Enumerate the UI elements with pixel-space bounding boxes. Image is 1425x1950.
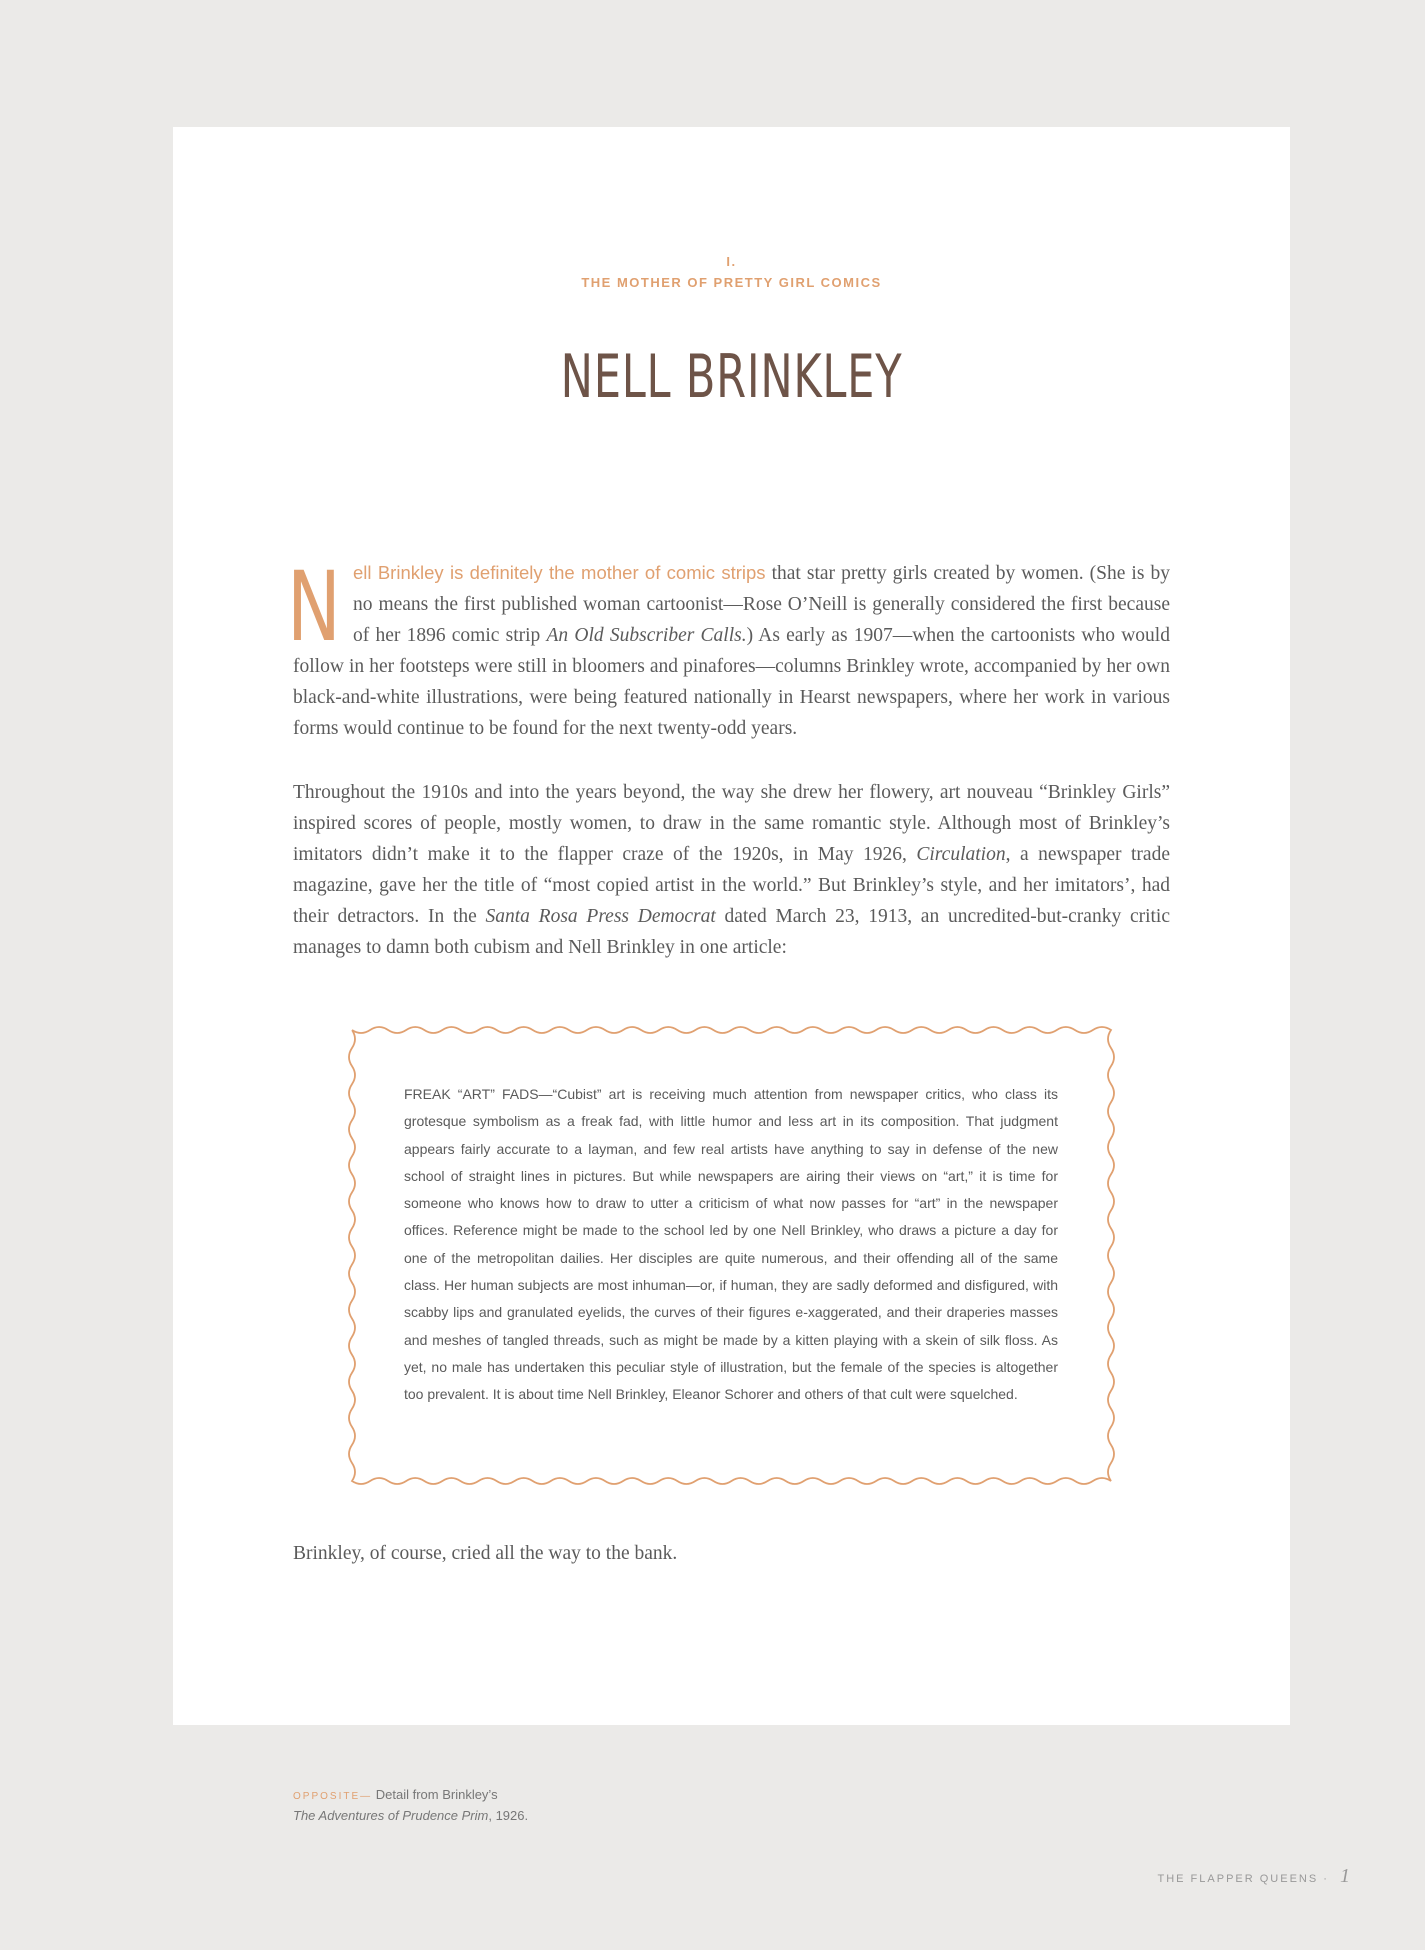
block-quote: FREAK “ART” FADS—“Cubist” art is receiving much attention from newspaper critics, who class its grotesque symbolism as a freak fad, with little humor and less art in its composition. That judgment appears fairly accurate to a layman, and few real artists have anything to say in defense of the new school of straight lines in pictures. But while newspapers are airing their views on “art,” it is time for someone who knows how to draw to utter a criticism of what now passes for “art” in the newspaper offices. Reference might be made to the school led by one Nell Brinkley, who draws a picture a day for one of the metropolitan dailies. Her disciples are quite numerous, and their offending all of the same class. Her human subjects are most inhuman—or, if human, they are sadly deformed and disfigured, with scabby lips and granulated eyelids, the curves of their figures e-xaggerated, and their draperies masses and meshes of tangled threads, such as might be made by a kitten playing with a skein of silk floss. As yet, no male has undertaken this peculiar style of illustration, but the female of the species is altogether too prevalent. It is about time Nell Brinkley, Eleanor Schorer and others of that cult were squelched. [404, 1086, 1058, 1403]
newspaper-title: Santa Rosa Press Democrat [485, 906, 716, 927]
page-sheet [173, 127, 1290, 1725]
caption-work-title: The Adventures of Prudence Prim [293, 1808, 489, 1823]
paragraph-text: Throughout the 1910s and into the years beyond, the way she drew her flowery, art nouveau “Brinkley Girls” inspired scores of people, mostly women, to draw in the same romantic style. Although most of Brinkley’s imitators didn’t make it to the flapper craze of the 1920s, in May 1926, [293, 782, 1170, 865]
paragraph-text: that star pretty girls created by women. (She is by no means the first published woman cartoonist—Rose O’Neill is generally considered the first because of her 1896 comic strip [353, 563, 1170, 646]
caption-year: , 1926. [488, 1808, 529, 1823]
page-title: NELL BRINKLEY [560, 342, 903, 412]
paragraph-intro [287, 551, 1170, 744]
paragraph-text: dated March 23, 1913, an uncredited-but-cranky critic manages to damn both cubism and Nell Brinkley in one article: [293, 906, 1170, 958]
caption-text: Detail from Brinkley’s [372, 1787, 498, 1802]
paragraph-text: ) As early as 1907—when the cartoonists who would follow in her footsteps were still in bloomers and pinafores—columns Brinkley wrote, accompanied by her own black-and-white illustrations, were being featured nationally in Hearst newspapers, where her work in various forms would continue to be found for the next twenty-odd years. [293, 625, 1170, 739]
comic-title: An Old Subscriber Calls. [546, 625, 747, 646]
paragraph-text: , a newspaper trade magazine, gave her the title of “most copied artist in the world.” But Brinkley’s style, and her imitators’, had their detractors. In the [293, 844, 1170, 927]
figure-caption [293, 1785, 528, 1825]
book-title: THE FLAPPER QUEENS [1157, 1873, 1319, 1885]
running-footer [1158, 1865, 1351, 1888]
drop-cap: N [287, 551, 341, 663]
paragraph-second [293, 777, 1170, 963]
paragraph-closing: Brinkley, of course, cried all the way to the bank. [293, 1543, 678, 1564]
chapter-subtitle: THE MOTHER OF PRETTY GIRL COMICS [581, 275, 882, 290]
page-number: 1 [1340, 1865, 1350, 1887]
magazine-title: Circulation [916, 844, 1006, 865]
lead-in: ell Brinkley is definitely the mother of comic strips [353, 562, 766, 583]
chapter-number: I. [726, 254, 737, 269]
footer-separator: · [1323, 1873, 1329, 1885]
caption-label: OPPOSITE— [293, 1791, 373, 1802]
